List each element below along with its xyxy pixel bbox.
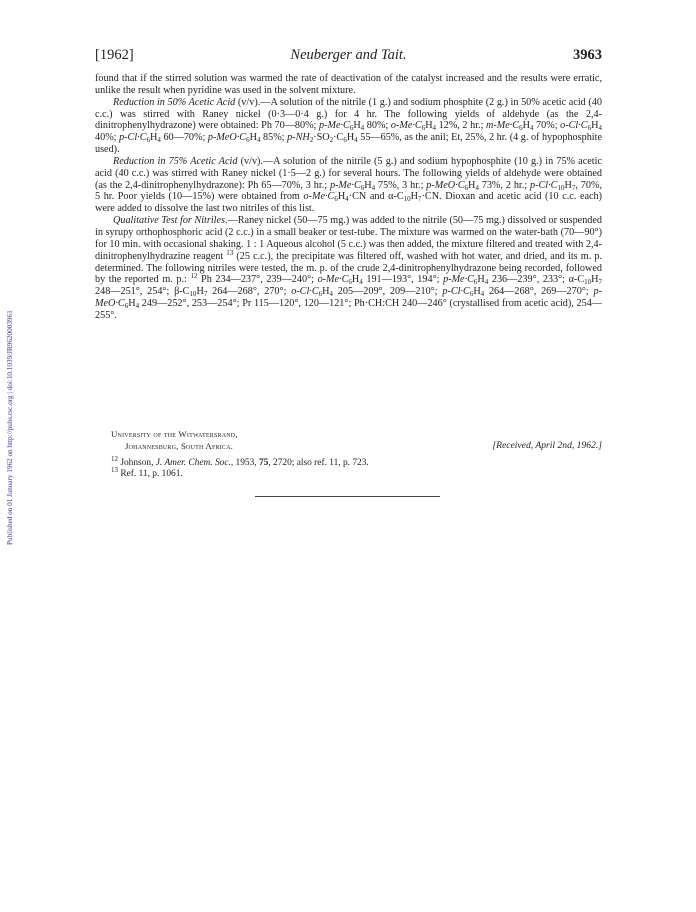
section-heading-qualitative-test: Qualitative Test for Nitriles xyxy=(113,215,226,227)
affiliation-block xyxy=(111,428,602,452)
paragraph-reduction-50: Reduction in 50% Acetic Acid (v/v).—A solution of the nitrile (1 g.) and sodium phosphite (2 g.) in 50% acetic acid (40 c.c.) was stirred with Raney nickel (0·3—0·4 g.) for 4 hr. The following yields of aldehyde (as the 2,4-dinitrophenylhydrazone) were obtained: Ph 70—80%; $p-Me\cdot C_6H_4$ 80%; $o-Me\cdot C_6H_4$ 12%, 2 hr.; $m-Me\cdot C_6H_4$ 70%; $o-Cl\cdot C_6H_4$ 40%; $p-Cl\cdot C_6H_4$ 60—70%; $p-MeO\cdot C_6H_4$ 85%; $p-NH_2\cdot SO_2\cdot C_6H_4$ 55—65%, as the anil; Et, 25%, 2 hr. (4 g. of hypophosphite used). xyxy=(95,96,603,156)
body-text xyxy=(95,73,602,322)
paragraph-continuation: found that if the stirred solution was warmed the rate of deactivation of the catalyst increased and the results were erratic, unlike the result when pyridine was used in the solvent mixture. xyxy=(95,73,602,96)
doi-side-note xyxy=(6,185,20,545)
header-title: Neuberger and Tait. xyxy=(290,47,407,63)
affiliation-line-2: Johannesburg, South Africa. xyxy=(125,441,234,451)
received-date: [Received, April 2nd, 1962.] xyxy=(492,440,602,451)
doi-side-note-text[interactable]: Published on 01 January 1962 on http://pubs.rsc.org | doi:10.1039/JR9620003961 xyxy=(6,310,14,545)
citation-13[interactable]: 13 xyxy=(226,248,234,257)
end-rule xyxy=(255,496,440,497)
paragraph-qualitative-test: Qualitative Test for Nitriles.—Raney nickel (50—75 mg.) was added to the nitrile (50—75 mg.) dissolved or suspended in syrupy orthophosphoric acid (2 c.c.) in a small beaker or test-tube. The mixture was warmed on the water-bath (70—90°) for 10 min. with occasional shaking. 1 : 1 Aqueous alcohol (5 c.c.) was then added, the mixture filtered and treated with 2,4-dinitrophenylhydrazine reagent $^{13}$ (25 c.c.), the precipitate was filtered off, washed with hot water, and dried, and its m. p. determined. The following nitriles were tested, the m. p. of the crude 2,4-dinitrophenylhydrazone being recorded, followed by the reported m. p.: $^{12}$ Ph 234—237°, 239—240°; $o-Me\cdot C_6H_4$ 191—193°, 194°; $p-Me\cdot C_6H_4$ 236—239°, 233°; $\alpha-C_{10}H_7$ 248—251°, 254°; $\beta-C_{10}H_7$ 264—268°, 270°; $o-Cl\cdot C_6H_4$ 205—209°, 209—210°; $p-Cl\cdot C_6H_4$ 264—268°, 269—270°; $p-MeO\cdot C_6H_4$ 249—252°, 253—254°; Pr 115—120°, 120—121°; Ph·CH:CH 240—246° (crystallised from acetic acid), 254—255°. xyxy=(95,215,603,321)
affiliation-line-1: University of the Witwatersrand, xyxy=(111,429,238,439)
reference-12: $^{12}$ Johnson, J. Amer. Chem. Soc., 1953, 75, 2720; also ref. 11, p. 723. xyxy=(111,455,369,468)
section-heading-reduction-75: Reduction in 75% Acetic Acid xyxy=(113,155,238,167)
header-year: [1962] xyxy=(95,47,134,63)
citation-12[interactable]: 12 xyxy=(190,272,198,281)
section-heading-reduction-50: Reduction in 50% Acetic Acid xyxy=(113,96,236,108)
running-header xyxy=(95,47,602,65)
paragraph-reduction-75: Reduction in 75% Acetic Acid (v/v).—A solution of the nitrile (5 g.) and sodium hypophosphite (10 g.) in 75% acetic acid (40 c.c.) was stirred with Raney nickel (1·5—2 g.) for several hours. The following yields of aldehyde were obtained (as the 2,4-dinitrophenylhydrazone): Ph 65—70%, 3 hr.; $p-Me\cdot C_6H_4$ 75%, 3 hr.; $p-MeO\cdot C_6H_4$ 73%, 2 hr.; $p-Cl\cdot C_{10}H_7$, 70%, 5 hr. Poor yields (10—15%) were obtained from $o-Me\cdot C_6H_4\cdot CN$ and $\alpha-C_{10}H_7\cdot CN$. Dioxan and acetic acid (10 c.c. each) were added to dissolve the last two nitriles of this list. xyxy=(95,155,602,215)
header-page-number: 3963 xyxy=(573,47,602,63)
references-list xyxy=(111,455,602,480)
reference-13: $^{13}$ Ref. 11, p. 1061. xyxy=(111,466,183,479)
